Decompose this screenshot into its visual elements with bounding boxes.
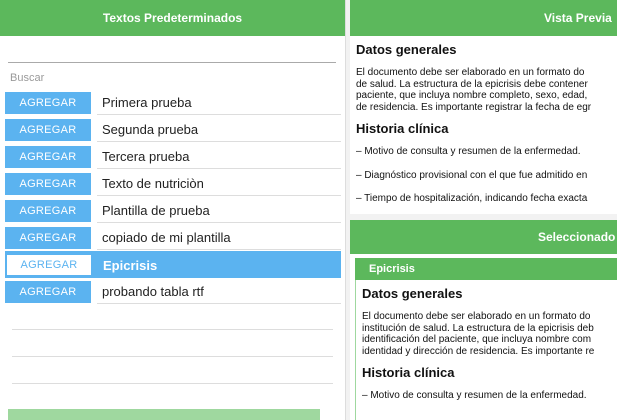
bullet-line: – Diagnóstico provisional con el que fue admitido en — [356, 169, 588, 181]
search-input[interactable] — [8, 62, 336, 86]
list-item-label[interactable]: Segunda prueba — [97, 117, 341, 142]
list-item — [5, 89, 341, 116]
empty-row-divider — [12, 383, 333, 384]
section-heading: Historia clínica — [362, 365, 455, 380]
add-button[interactable]: AGREGAR — [5, 146, 91, 168]
preview-header: Vista Previa — [350, 0, 617, 36]
list-item-label[interactable]: copiado de mi plantilla — [97, 225, 341, 250]
list-item — [5, 116, 341, 143]
paragraph-line: El documento debe ser elaborado en un formato do — [356, 67, 585, 78]
selected-panel — [350, 220, 617, 420]
footer-bar[interactable] — [8, 409, 320, 420]
empty-row-divider — [12, 356, 333, 357]
list-item — [5, 278, 341, 305]
section-heading: Historia clínica — [356, 121, 449, 136]
paragraph-line: identificación del paciente, que incluya nombre com — [362, 334, 592, 345]
add-button[interactable]: AGREGAR — [5, 92, 91, 114]
paragraph-line: de residencia. Es importante registrar la fecha de egr — [356, 101, 592, 113]
empty-row-divider — [12, 329, 333, 330]
section-heading: Datos generales — [356, 42, 457, 57]
paragraph-line: identidad y dirección de residencia. Es importante re — [362, 345, 595, 357]
add-button[interactable]: AGREGAR — [5, 200, 91, 222]
template-list — [5, 89, 341, 305]
add-button[interactable]: AGREGAR — [6, 254, 92, 276]
paragraph-line: institución de salud. La estructura de la epicrisis deb — [362, 322, 594, 334]
section-heading: Datos generales — [362, 286, 463, 301]
add-button[interactable]: AGREGAR — [5, 173, 91, 195]
paragraph-line: paciente, que incluya nombre completo, sexo, edad, — [356, 90, 588, 101]
predefined-texts-header: Textos Predeterminados — [0, 0, 345, 36]
list-item-label[interactable]: probando tabla rtf — [97, 279, 341, 304]
add-button[interactable]: AGREGAR — [5, 119, 91, 141]
list-item-selected — [5, 251, 341, 278]
selected-document — [362, 286, 617, 402]
list-item — [5, 197, 341, 224]
list-item — [5, 170, 341, 197]
preview-document — [356, 42, 617, 205]
preview-panel — [350, 0, 617, 214]
list-item-label[interactable]: Texto de nutriciòn — [97, 171, 341, 196]
paragraph-line: de salud. La estructura de la epicrisis debe contener — [356, 78, 588, 90]
bullet-line: – Motivo de consulta y resumen de la enfermedad. — [362, 390, 587, 401]
list-item — [5, 224, 341, 251]
list-item-label[interactable]: Primera prueba — [97, 90, 341, 115]
list-item-label[interactable]: Epicrisis — [103, 258, 158, 273]
selected-item-title[interactable]: Epicrisis — [355, 258, 617, 280]
list-item — [5, 143, 341, 170]
add-button[interactable]: AGREGAR — [5, 281, 91, 303]
selected-header: Seleccionado — [350, 220, 617, 254]
bullet-line: – Motivo de consulta y resumen de la enfermedad. — [356, 146, 581, 157]
list-item-label[interactable]: Plantilla de prueba — [97, 198, 341, 223]
list-item-label[interactable]: Tercera prueba — [97, 144, 341, 169]
paragraph-line: El documento debe ser elaborado en un formato do — [362, 311, 591, 322]
add-button[interactable]: AGREGAR — [5, 227, 91, 249]
bullet-line: – Tiempo de hospitalización, indicando fecha exacta — [356, 193, 588, 204]
